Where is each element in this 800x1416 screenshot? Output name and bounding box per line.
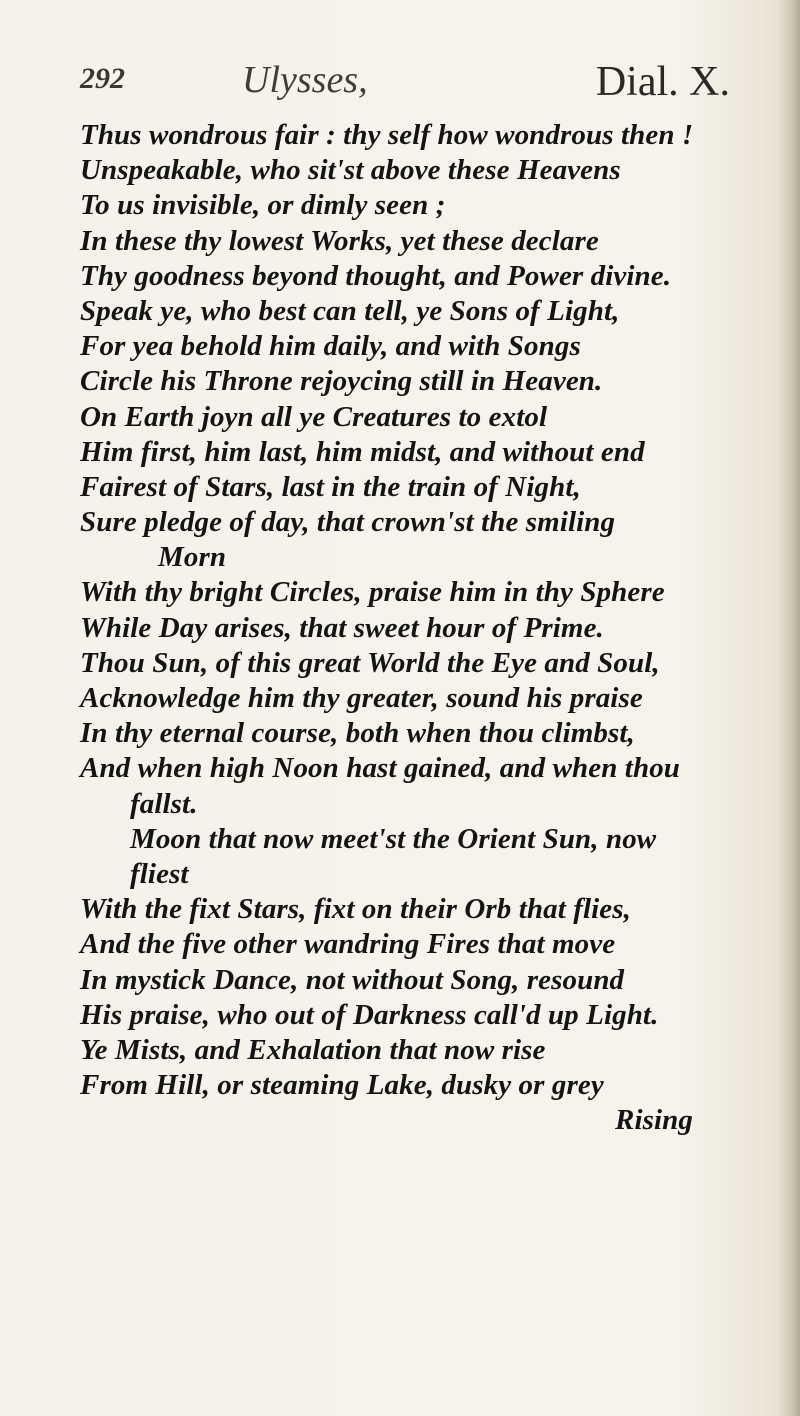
poem-line: From Hill, or steaming Lake, dusky or grey [80, 1069, 604, 1102]
poem-text [80, 118, 760, 1138]
poem-line: Fairest of Stars, last in the train of Night, [80, 470, 581, 503]
poem-line-turnover: Morn [158, 541, 227, 574]
poem-line: Thy goodness beyond thought, and Power divine. [80, 259, 672, 292]
poem-line: And the five other wandring Fires that move [80, 928, 616, 961]
catchword: Rising [615, 1104, 693, 1137]
poem-line: While Day arises, that sweet hour of Prime. [80, 611, 604, 644]
poem-line: Sure pledge of day, that crown'st the smiling [80, 506, 616, 539]
poem-line: With the fixt Stars, fixt on their Orb that flies, [80, 893, 631, 926]
poem-line: Moon that now meet'st the Orient Sun, now [130, 822, 657, 855]
poem-line: His praise, who out of Darkness call'd up Light. [80, 998, 659, 1031]
poem-line: To us invisible, or dimly seen ; [80, 189, 446, 222]
poem-line: In these thy lowest Works, yet these declare [80, 224, 599, 257]
poem-line: Ye Mists, and Exhalation that now rise [80, 1033, 546, 1066]
poem-line-turnover: fallst. [130, 787, 198, 820]
poem-line: On Earth joyn all ye Creatures to extol [80, 400, 548, 433]
page-edge-shadow [778, 0, 800, 1416]
poem-line: Speak ye, who best can tell, ye Sons of Light, [80, 294, 620, 327]
poem-line: Acknowledge him thy greater, sound his praise [80, 682, 643, 714]
page-number: 292 [80, 62, 125, 95]
poem-line: Thou Sun, of this great World the Eye and Soul, [80, 646, 660, 679]
poem-line: For yea behold him daily, and with Songs [80, 330, 581, 363]
running-title: Ulysses, [242, 59, 368, 101]
poem-line: Circle his Throne rejoycing still in Heaven. [80, 365, 603, 398]
poem-line-turnover: fliest [130, 857, 189, 890]
poem-line: Unspeakable, who sit'st above these Heavens [80, 154, 621, 187]
poem-line: With thy bright Circles, praise him in thy Sphere [80, 576, 665, 609]
poem-line: Thus wondrous fair : thy self how wondrous then ! [80, 119, 694, 151]
poem-line: And when high Noon hast gained, and when thou [80, 752, 681, 785]
dialogue-label: Dial. X. [595, 59, 730, 105]
poem-line: In thy eternal course, both when thou climbst, [80, 717, 635, 750]
poem-line: Him first, him last, him midst, and without end [80, 435, 645, 468]
poem-line: In mystick Dance, not without Song, resound [80, 963, 625, 996]
page-header [80, 58, 730, 108]
